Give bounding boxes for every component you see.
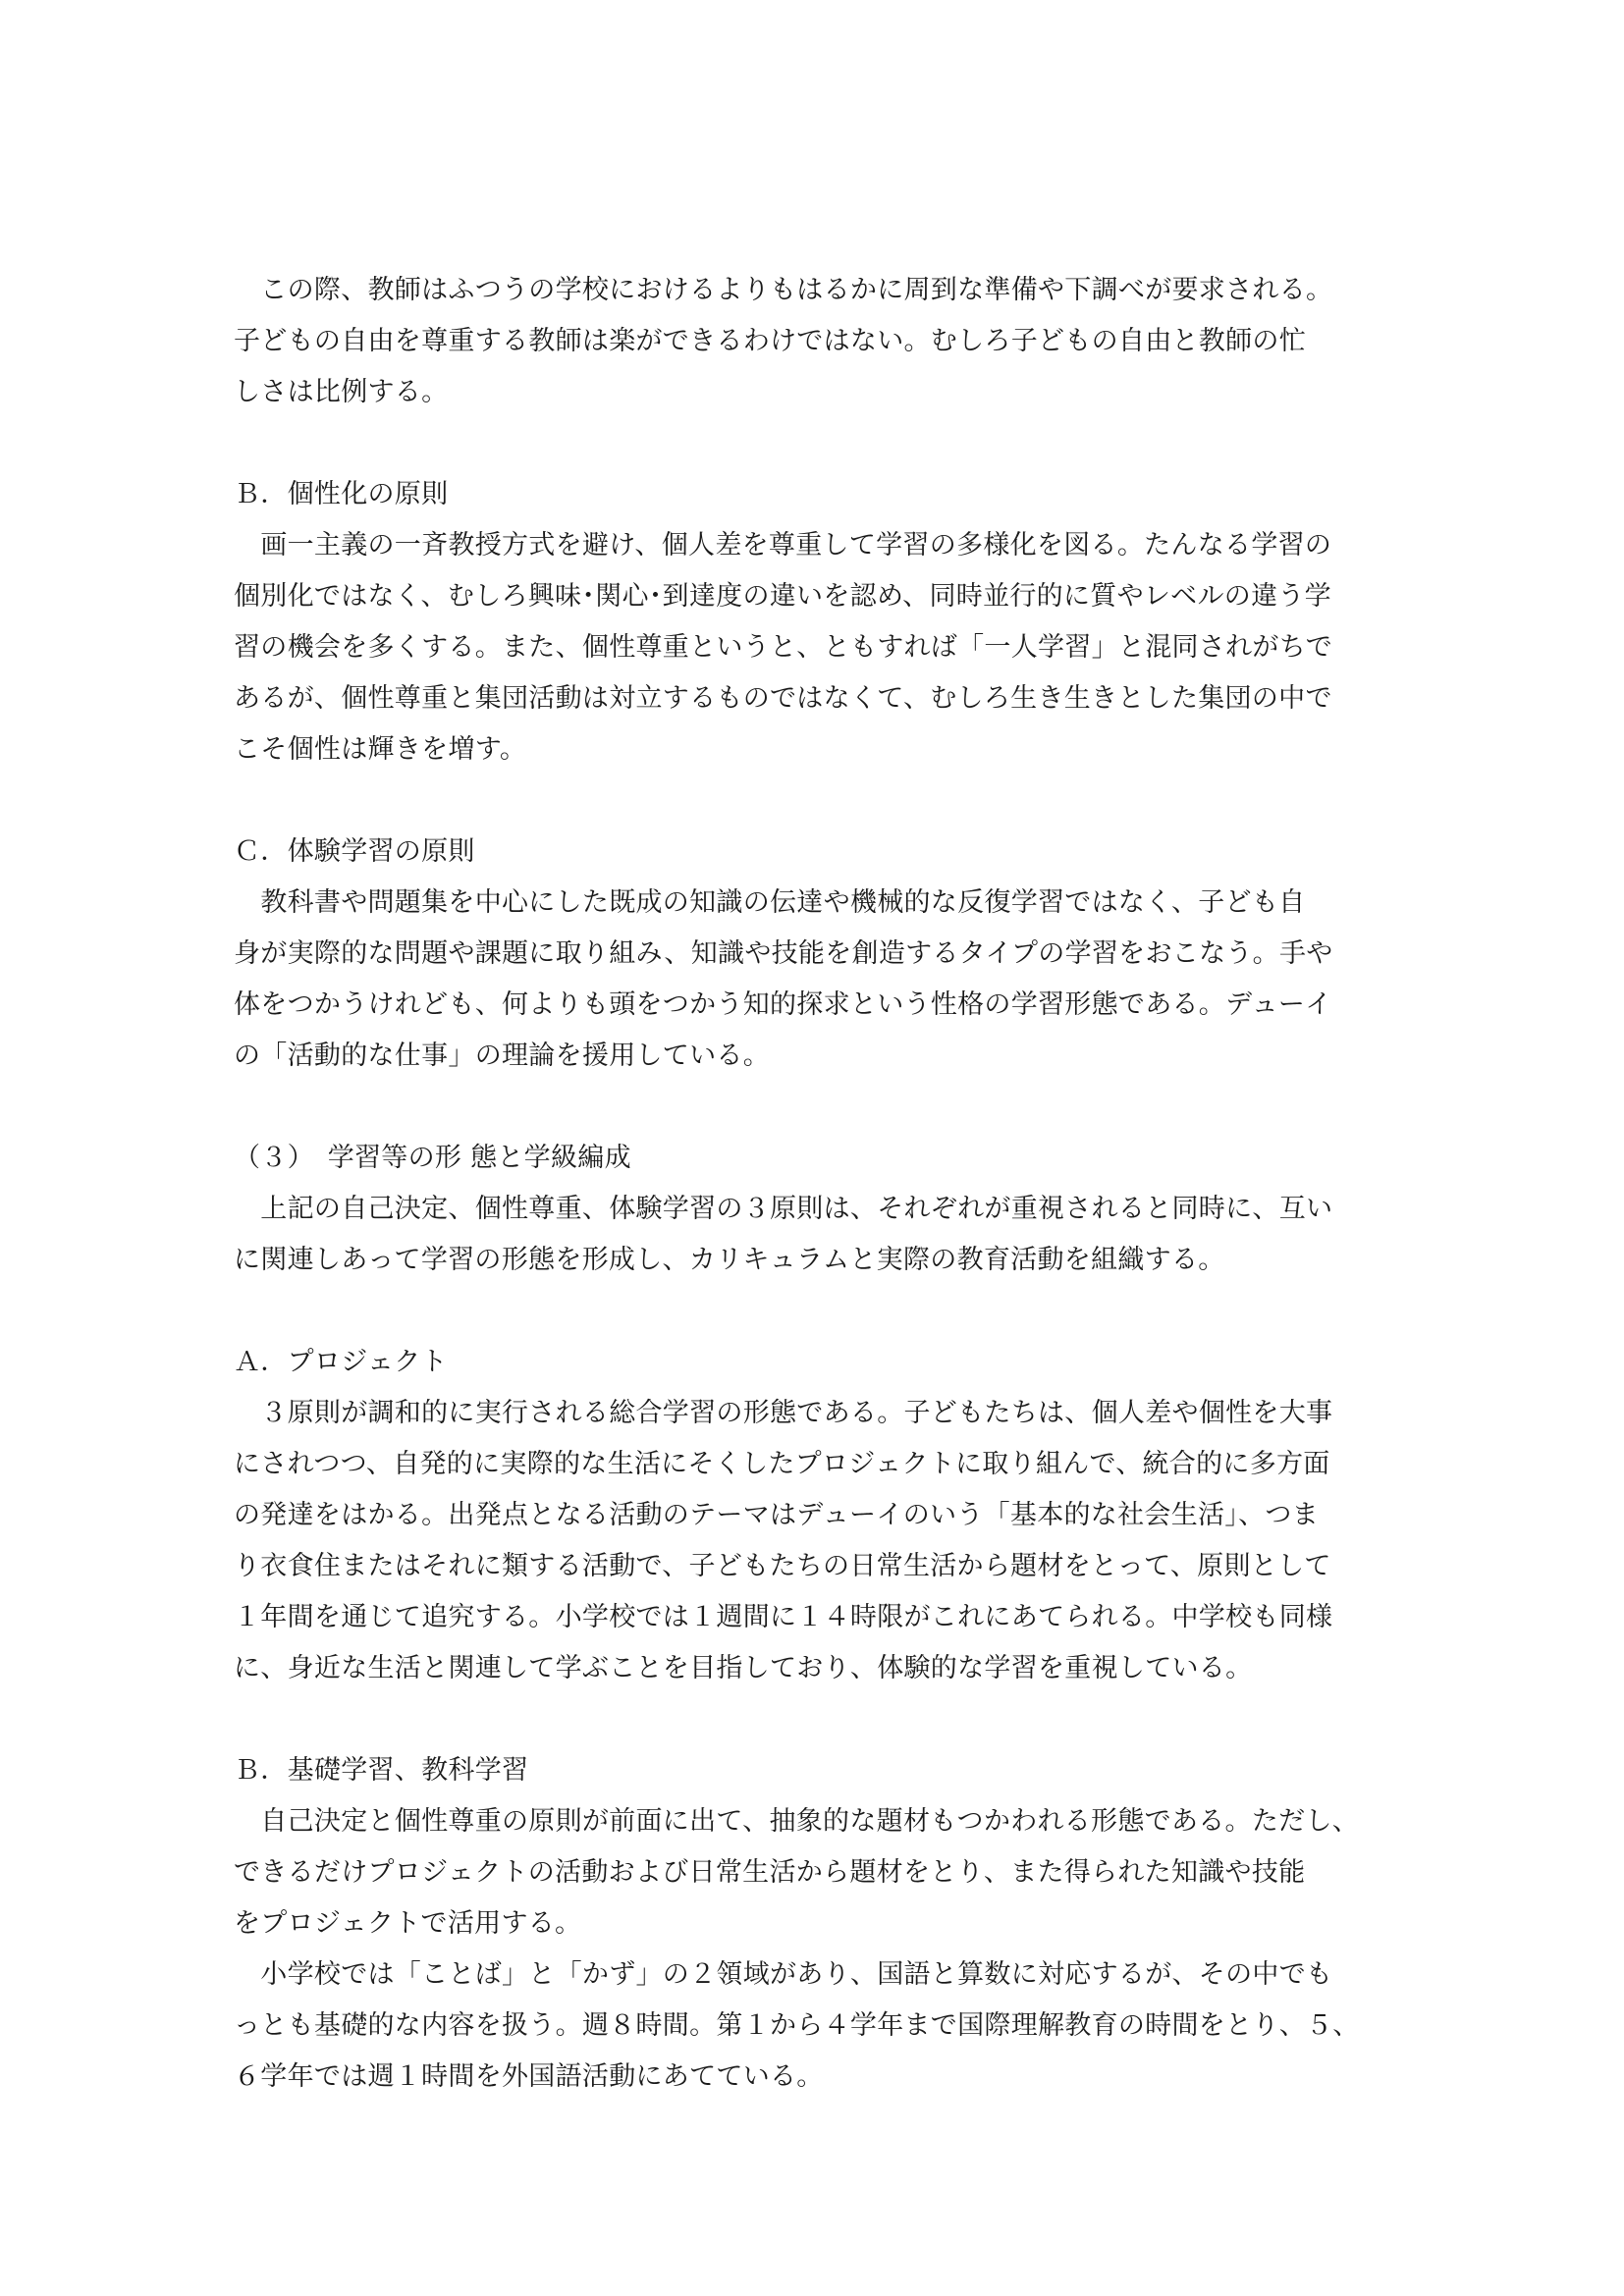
text-line: 体をつかうけれども、何よりも頭をつかう知的探求という性格の学習形態である。デューイ: [234, 989, 1332, 1020]
text-line: あるが、個性尊重と集団活動は対立するものではなくて、むしろ生き生きとした集団の中で: [234, 683, 1332, 714]
section-heading: （３） 学習等の形 態と学級編成: [234, 1143, 631, 1173]
section-spacer: [234, 1082, 1412, 1133]
text-line: 身が実際的な問題や課題に取り組み、知識や技能を創造するタイプの学習をおこなう。手や: [234, 938, 1333, 969]
text-line: この際、教師はふつうの学校におけるよりもはるかに周到な準備や下調べが要求される。: [234, 275, 1333, 305]
text-line: にされつつ、自発的に実際的な生活にそくしたプロジェクトに取り組んで、統合的に多方面: [234, 1449, 1330, 1479]
text-line: に関連しあって学習の形態を形成し、カリキュラムと実際の教育活動を組織する。: [234, 1245, 1225, 1275]
document-body: [234, 265, 1412, 2103]
text-line: できるだけプロジェクトの活動および日常生活から題材をとり、また得られた知識や技能: [234, 1857, 1306, 1888]
section-heading: Ｂ．個性化の原則: [234, 479, 449, 509]
text-line: 小学校では「ことば」と「かず」の２領域があり、国語と算数に対応するが、その中でも: [234, 1959, 1333, 1990]
text-line: 教科書や問題集を中心にした既成の知識の伝達や機械的な反復学習ではなく、子ども自: [234, 887, 1306, 918]
section-project: [234, 1337, 1412, 1694]
text-line: の「活動的な仕事」の理論を援用している。: [234, 1041, 770, 1071]
text-line: しさは比例する。: [234, 377, 449, 407]
text-line: 自己決定と個性尊重の原則が前面に出て、抽象的な題材もつかわれる形態である。ただし、: [234, 1806, 1360, 1837]
text-line: り衣食住またはそれに類する活動で、子どもたちの日常生活から題材をとって、原則として: [234, 1551, 1331, 1581]
text-line: こそ個性は輝きを増す。: [234, 734, 527, 765]
section-basic-learning: [234, 1745, 1412, 2103]
section-spacer: [234, 1694, 1412, 1745]
text-line: 画一主義の一斉教授方式を避け、個人差を尊重して学習の多様化を図る。たんなる学習の: [234, 530, 1332, 561]
text-line: の発達をはかる。出発点となる活動のテーマはデューイのいう「基本的な社会生活」、つま: [234, 1500, 1319, 1530]
section-spacer: [234, 775, 1412, 827]
text-line: 上記の自己決定、個性尊重、体験学習の３原則は、それぞれが重視されると同時に、互い: [234, 1194, 1333, 1224]
text-line: ３原則が調和的に実行される総合学習の形態である。子どもたちは、個人差や個性を大事: [234, 1398, 1333, 1428]
section-learning-forms: [234, 1133, 1412, 1286]
text-line: っとも基礎的な内容を扱う。週８時間。第１から４学年まで国際理解教育の時間をとり、５、: [234, 2010, 1360, 2041]
text-line: 個別化ではなく、むしろ興味･関心･到達度の違いを認め、同時並行的に質やレベルの違う学: [234, 581, 1331, 612]
text-line: １年間を通じて追究する。小学校では１週間に１４時限がこれにあてられる。中学校も同様: [234, 1602, 1333, 1632]
section-individualization: [234, 469, 1412, 775]
section-spacer: [234, 418, 1412, 469]
text-line: に、身近な生活と関連して学ぶことを目指しており、体験的な学習を重視している。: [234, 1653, 1253, 1683]
text-line: 子どもの自由を尊重する教師は楽ができるわけではない。むしろ子どもの自由と教師の忙: [234, 326, 1306, 356]
text-line: をプロジェクトで活用する。: [234, 1908, 582, 1939]
intro-paragraph: [234, 265, 1412, 418]
text-line: ６学年では週１時間を外国語活動にあてている。: [234, 2061, 824, 2092]
section-experiential-learning: [234, 827, 1412, 1082]
section-heading: Ａ．プロジェクト: [234, 1347, 448, 1377]
text-line: 習の機会を多くする。また、個性尊重というと、ともすれば「一人学習」と混同されがちで: [234, 632, 1333, 663]
section-spacer: [234, 1286, 1412, 1337]
section-heading: Ｂ．基礎学習、教科学習: [234, 1755, 529, 1786]
section-heading: Ｃ．体験学習の原則: [234, 836, 475, 867]
